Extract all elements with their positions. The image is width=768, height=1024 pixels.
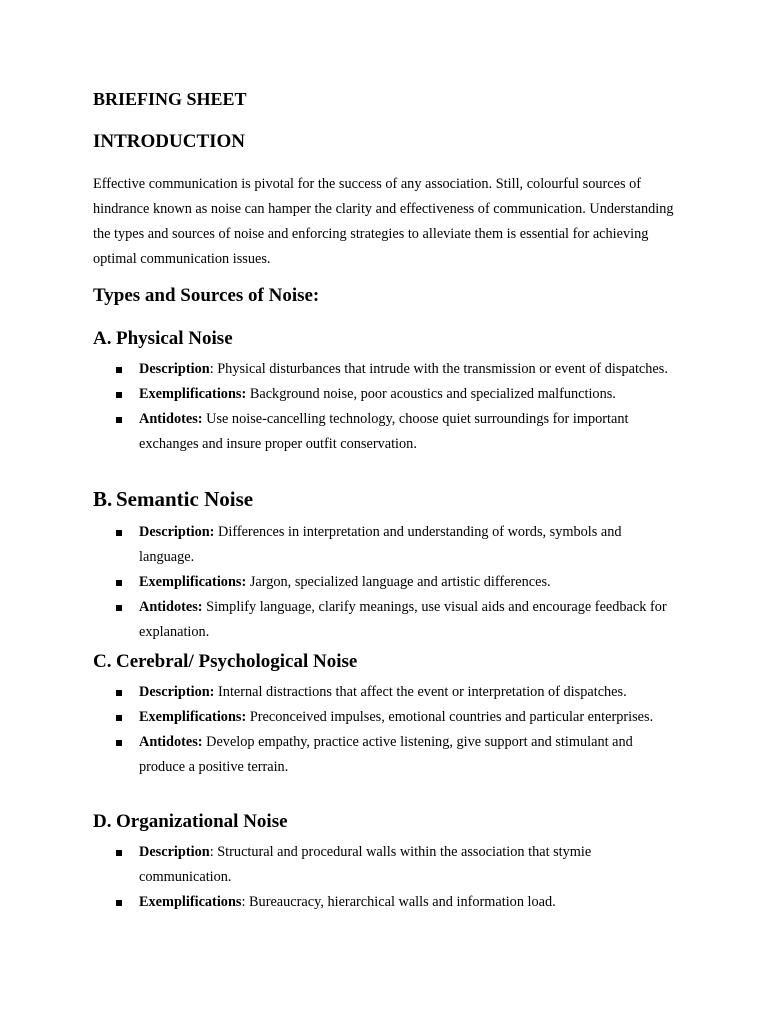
bullet-text: Jargon, specialized language and artistic differences. [249, 574, 551, 590]
square-bullet-icon [116, 417, 122, 423]
bullet-term: Antidotes: [139, 411, 203, 427]
section-heading-psychological [93, 651, 357, 673]
list-item [0, 595, 768, 645]
list-item [0, 407, 768, 457]
bullet-term: Exemplifications: [139, 709, 247, 725]
bullet-text: Physical disturbances that intrude with the transmission or event of dispatches. [217, 361, 668, 377]
list-item [0, 890, 768, 915]
section-heading-physical [93, 328, 233, 350]
square-bullet-icon [116, 740, 122, 746]
list-item [0, 705, 768, 730]
section-title: Physical Noise [116, 328, 233, 349]
bullet-text: Background noise, poor acoustics and specialized malfunctions. [249, 386, 616, 402]
bullet-term: Description [139, 361, 210, 377]
square-bullet-icon [116, 850, 122, 856]
bullet-term: Description [139, 844, 210, 860]
bullet-text: Internal distractions that affect the event or interpretation of dispatches. [218, 684, 627, 700]
bullet-text: Preconceived impulses, emotional countries and particular enterprises. [249, 709, 654, 725]
types-heading: Types and Sources of Noise: [93, 285, 320, 306]
physical-noise-list [0, 357, 768, 457]
bullet-text: Bureaucracy, hierarchical walls and information load. [249, 894, 556, 910]
square-bullet-icon [116, 715, 122, 721]
bullet-term: Exemplifications: [139, 386, 247, 402]
psychological-noise-list [0, 680, 768, 780]
organizational-noise-list [0, 840, 768, 915]
list-item [0, 840, 768, 890]
square-bullet-icon [116, 605, 122, 611]
bullet-term: Exemplifications: [139, 574, 247, 590]
bullet-term: Antidotes: [139, 599, 203, 615]
list-item [0, 730, 768, 780]
square-bullet-icon [116, 690, 122, 696]
square-bullet-icon [116, 580, 122, 586]
list-item [0, 520, 768, 570]
section-title: Organizational Noise [116, 811, 288, 832]
section-letter: C. [93, 651, 112, 672]
square-bullet-icon [116, 392, 122, 398]
bullet-text: Use noise-cancelling technology, choose quiet surroundings for important exchanges and insure proper outfit conservation. [139, 411, 629, 452]
square-bullet-icon [116, 900, 122, 906]
bullet-term: Exemplifications [139, 894, 242, 910]
bullet-term: Antidotes: [139, 734, 203, 750]
section-letter: A. [93, 328, 112, 349]
bullet-term: Description: [139, 684, 215, 700]
bullet-text: Differences in interpretation and understanding of words, symbols and language. [139, 524, 622, 565]
section-letter: B. [93, 487, 113, 511]
intro-paragraph: Effective communication is pivotal for the success of any association. Still, colourful sources of hindrance known as noise can hamper the clarity and effectiveness of communication. Understanding the types and sources of noise and enforcing strategies to alleviate them is essential for achieving optimal communication issues. [93, 176, 674, 267]
section-title: Cerebral/ Psychological Noise [116, 651, 358, 672]
section-title: Semantic Noise [116, 487, 254, 511]
square-bullet-icon [116, 367, 122, 373]
intro-heading: INTRODUCTION [93, 131, 246, 152]
section-letter: D. [93, 811, 112, 832]
section-heading-semantic [93, 487, 253, 512]
square-bullet-icon [116, 530, 122, 536]
list-item [0, 382, 768, 407]
semantic-noise-list [0, 520, 768, 645]
list-item [0, 570, 768, 595]
bullet-text: Structural and procedural walls within the association that stymie communication. [139, 844, 592, 885]
bullet-text: Develop empathy, practice active listening, give support and stimulant and produce a positive terrain. [139, 734, 633, 775]
bullet-separator: : [209, 844, 218, 860]
document-title: BRIEFING SHEET [93, 89, 247, 109]
section-heading-organizational [93, 811, 288, 833]
bullet-separator: : [209, 361, 218, 377]
bullet-term: Description: [139, 524, 215, 540]
list-item [0, 680, 768, 705]
list-item [0, 357, 768, 382]
bullet-text: Simplify language, clarify meanings, use visual aids and encourage feedback for explanation. [139, 599, 667, 640]
bullet-separator: : [241, 894, 250, 910]
